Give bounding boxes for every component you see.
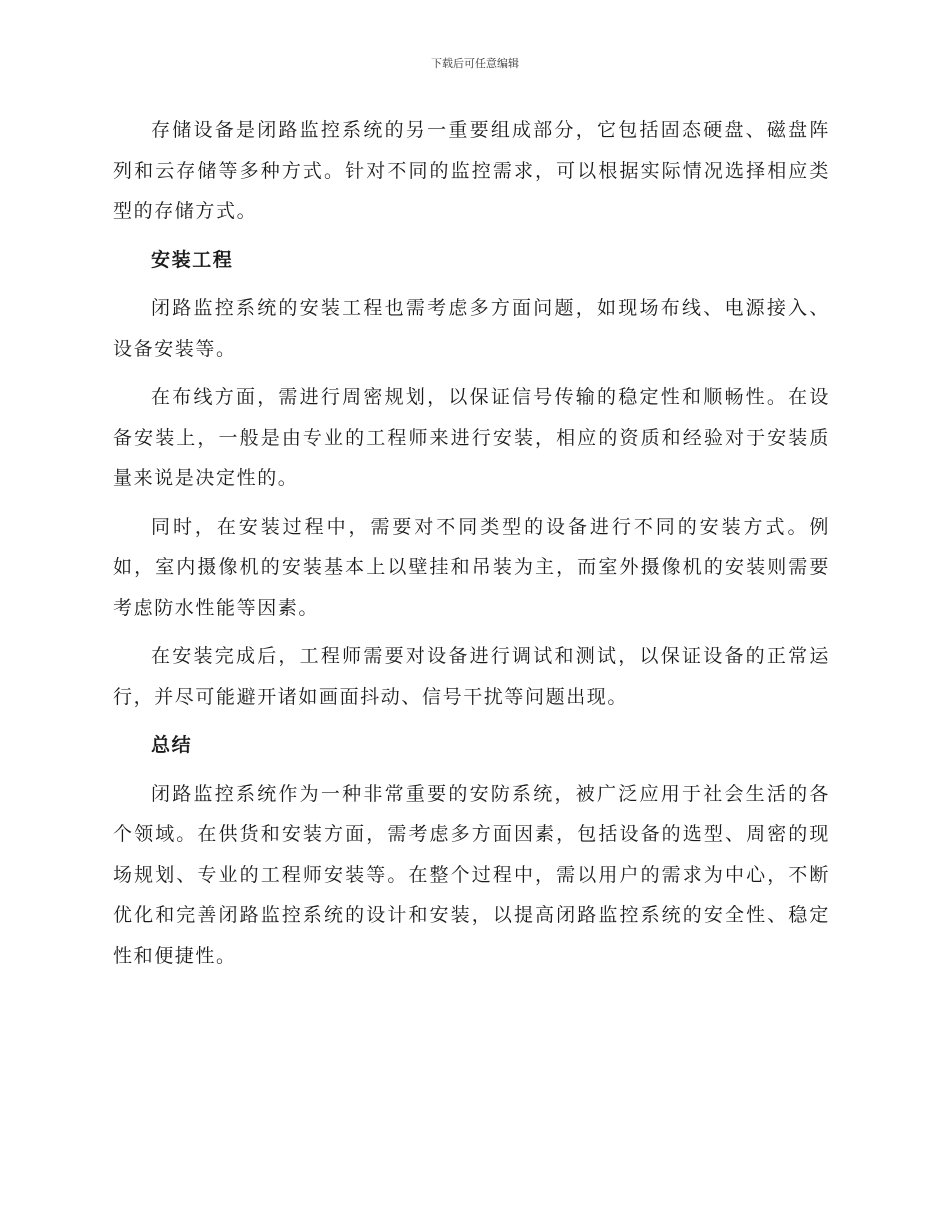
paragraph-testing: 在安装完成后，工程师需要对设备进行调试和测试，以保证设备的正常运行，并尽可能避开诸如画面抖动、信号干扰等问题出现。 [113,645,830,708]
paragraph-install-methods: 同时，在安装过程中，需要对不同类型的设备进行不同的安装方式。例如，室内摄像机的安装基本上以壁挂和吊装为主，而室外摄像机的安装则需要考虑防水性能等因素。 [113,515,830,619]
paragraph-storage: 存储设备是闭路监控系统的另一重要组成部分，它包括固态硬盘、磁盘阵列和云存储等多种方式。针对不同的监控需求，可以根据实际情况选择相应类型的存储方式。 [113,119,830,222]
page-header: 下载后可任意编辑 [431,57,519,70]
section-heading-installation: 安装工程 [151,248,234,271]
paragraph-wiring: 在布线方面，需进行周密规划，以保证信号传输的稳定性和顺畅性。在设备安装上，一般是由专业的工程师来进行安装，相应的资质和经验对于安装质量来说是决定性的。 [113,386,830,489]
paragraph-installation-intro: 闭路监控系统的安装工程也需考虑多方面问题，如现场布线、电源接入、设备安装等。 [113,297,830,360]
document-body [113,110,830,984]
paragraph-summary: 闭路监控系统作为一种非常重要的安防系统，被广泛应用于社会生活的各个领域。在供货和安装方面，需考虑多方面因素，包括设备的选型、周密的现场规划、专业的工程师安装等。在整个过程中，需以用户的需求为中心，不断优化和完善闭路监控系统的设计和安装，以提高闭路监控系统的安全性、稳定性和便捷性。 [113,782,830,967]
section-heading-summary: 总结 [151,734,193,756]
